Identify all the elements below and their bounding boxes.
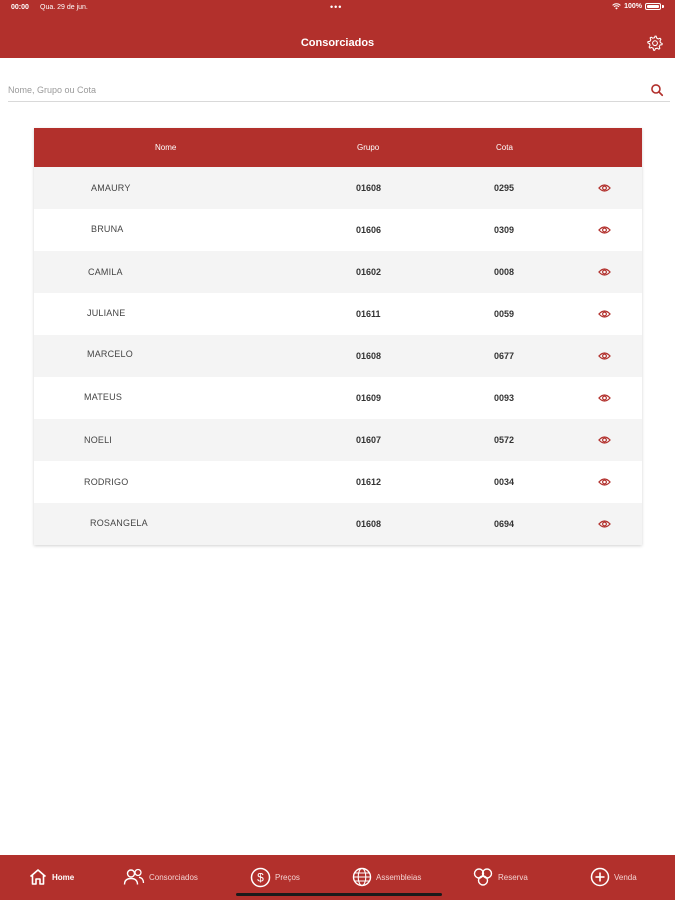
cell-nome: MATEUS <box>84 392 123 402</box>
table-row[interactable] <box>34 503 642 545</box>
eye-icon[interactable] <box>598 308 611 320</box>
cell-cota: 0295 <box>494 183 515 193</box>
nav-reserva-label: Reserva <box>498 872 528 882</box>
cell-cota: 0008 <box>494 267 515 277</box>
eye-icon[interactable] <box>598 350 611 362</box>
eye-icon[interactable] <box>598 518 611 530</box>
consorciados-table <box>34 128 642 545</box>
nav-consorciados[interactable] <box>123 867 198 887</box>
column-header-grupo: Grupo <box>357 143 380 152</box>
app-header <box>0 0 675 58</box>
table-row[interactable] <box>34 251 642 293</box>
cell-nome: JULIANE <box>87 308 126 318</box>
nav-assembleias-label: Assembleias <box>376 872 422 882</box>
nav-precos-label: Preços <box>275 873 300 882</box>
home-indicator[interactable] <box>236 893 442 896</box>
nav-home-label: Home <box>52 872 75 882</box>
eye-icon[interactable] <box>598 182 611 194</box>
table-row[interactable] <box>34 419 642 461</box>
nav-precos[interactable] <box>250 867 300 888</box>
multitask-dots[interactable]: ••• <box>330 2 343 12</box>
cell-grupo: 01611 <box>356 309 381 319</box>
eye-icon[interactable] <box>598 392 611 404</box>
plus-circle-icon <box>590 867 610 887</box>
dollar-icon <box>250 867 271 888</box>
cell-grupo: 01606 <box>356 225 382 235</box>
search-bar <box>8 80 670 102</box>
cell-cota: 0677 <box>494 351 515 361</box>
battery-percent: 100% <box>624 3 642 10</box>
cell-grupo: 01608 <box>356 351 382 361</box>
cell-nome: NOELI <box>84 435 113 445</box>
wifi-icon <box>612 3 621 10</box>
search-icon[interactable] <box>650 83 664 97</box>
cell-nome: ROSANGELA <box>90 518 148 528</box>
table-row[interactable] <box>34 461 642 503</box>
cell-grupo: 01607 <box>356 435 382 445</box>
status-date: Qua. 29 de jun. <box>40 4 88 11</box>
cell-cota: 0694 <box>494 519 515 529</box>
globe-icon <box>352 867 372 887</box>
eye-icon[interactable] <box>598 434 611 446</box>
cell-grupo: 01608 <box>356 519 382 529</box>
cell-cota: 0059 <box>494 309 515 319</box>
eye-icon[interactable] <box>598 266 611 278</box>
table-row[interactable] <box>34 335 642 377</box>
cell-cota: 0093 <box>494 393 515 403</box>
home-icon <box>28 867 48 887</box>
nav-assembleias[interactable] <box>352 867 421 887</box>
status-right <box>612 3 664 10</box>
svg-text:$: $ <box>257 870 264 885</box>
column-header-cota: Cota <box>496 143 513 152</box>
battery-tip <box>662 5 664 8</box>
cell-nome: RODRIGO <box>84 477 129 487</box>
nav-home[interactable] <box>28 867 74 887</box>
cell-nome: MARCELO <box>87 349 133 359</box>
cell-grupo: 01609 <box>356 393 382 403</box>
eye-icon[interactable] <box>598 224 611 236</box>
table-row[interactable] <box>34 377 642 419</box>
eye-icon[interactable] <box>598 476 611 488</box>
cell-grupo: 01612 <box>356 477 382 487</box>
table-body <box>34 167 642 545</box>
table-header <box>34 128 642 167</box>
search-input[interactable] <box>8 80 638 100</box>
cell-nome: CAMILA <box>88 267 123 277</box>
cell-nome: BRUNA <box>91 224 124 234</box>
table-row[interactable] <box>34 293 642 335</box>
nav-reserva[interactable] <box>472 867 528 887</box>
users-icon <box>123 867 145 887</box>
column-header-nome: Nome <box>155 143 177 152</box>
status-time: 00:00 <box>11 4 29 11</box>
reserve-icon <box>472 867 494 887</box>
cell-grupo: 01602 <box>356 267 382 277</box>
cell-nome: AMAURY <box>91 183 131 193</box>
page-title: Consorciados <box>300 37 375 49</box>
cell-cota: 0572 <box>494 435 515 445</box>
table-row[interactable] <box>34 209 642 251</box>
battery-icon <box>645 3 661 10</box>
gear-icon[interactable] <box>646 34 664 52</box>
status-bar <box>0 0 675 16</box>
cell-cota: 0034 <box>494 477 515 487</box>
cell-grupo: 01608 <box>356 183 382 193</box>
nav-consorciados-label: Consorciados <box>149 872 198 882</box>
nav-venda-label: Venda <box>614 872 637 882</box>
nav-venda[interactable] <box>590 867 637 887</box>
table-row[interactable] <box>34 167 642 209</box>
cell-cota: 0309 <box>494 225 515 235</box>
